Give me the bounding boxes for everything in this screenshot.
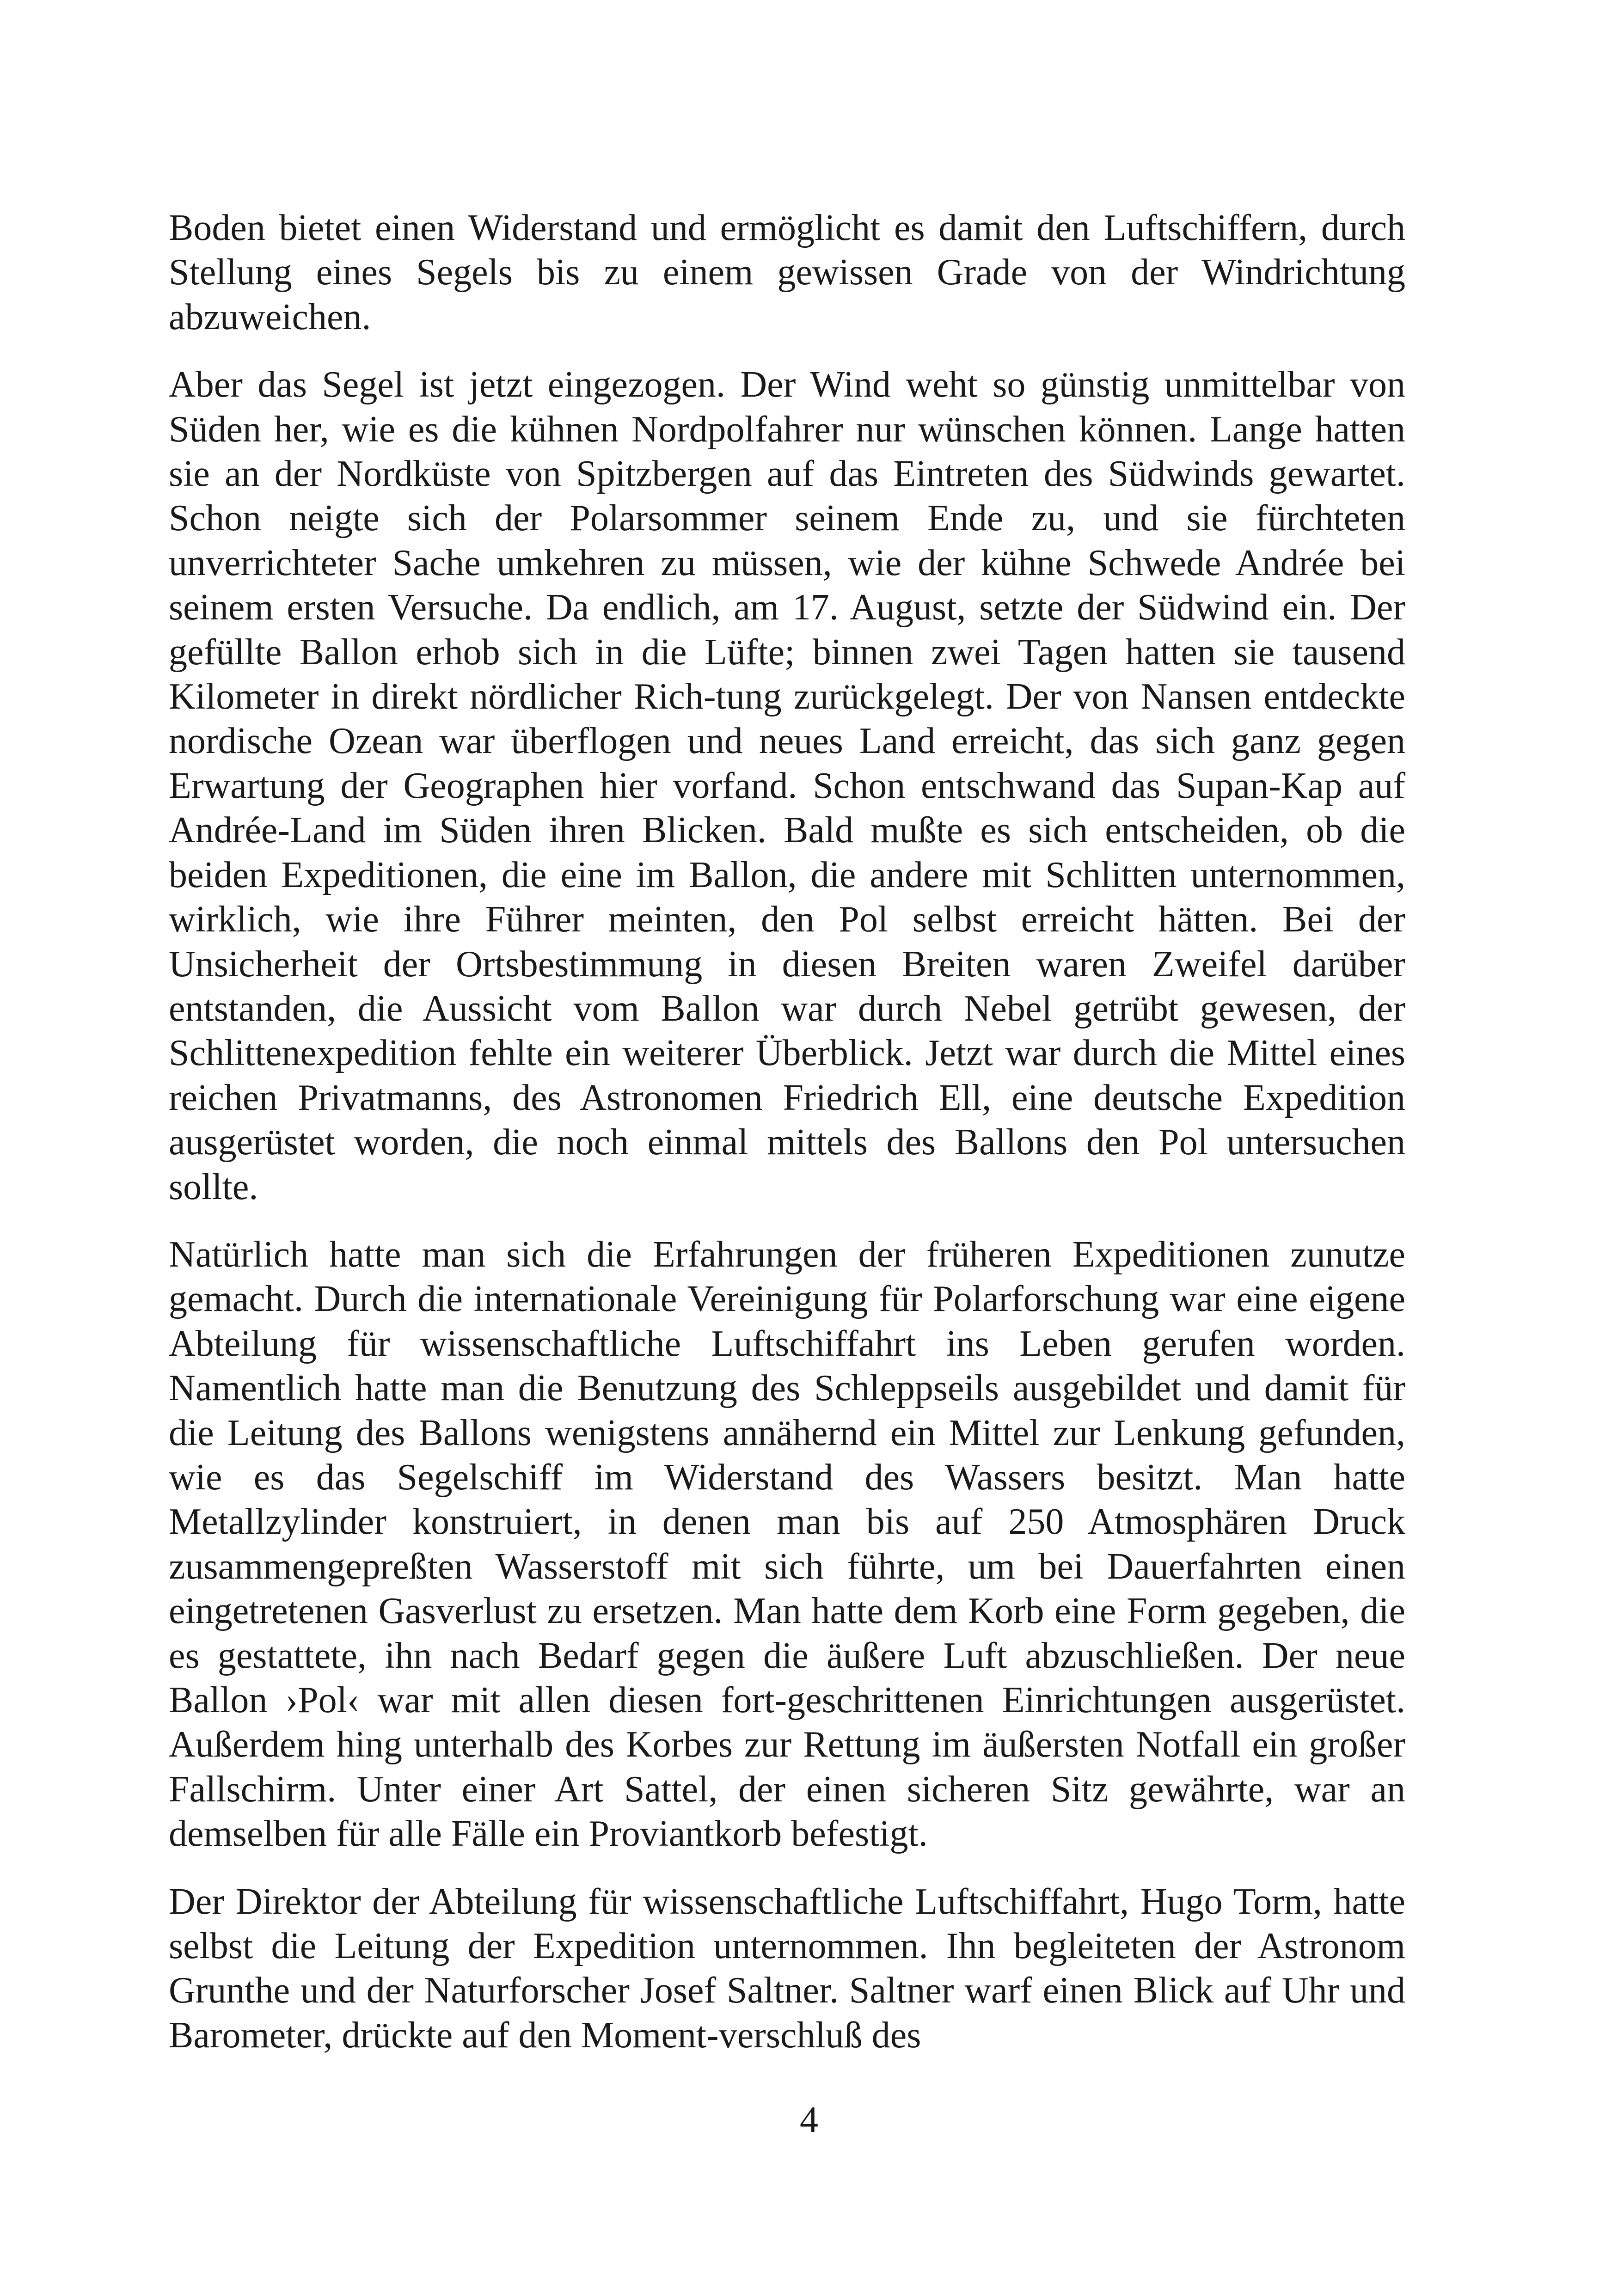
paragraph-1: Boden bietet einen Widerstand und ermöglicht es damit den Luftschiffern, durch Stellung eines Segels bis zu einem gewissen Grade von der Windrichtung abzuweichen.: [169, 208, 1405, 337]
page-number: 4: [800, 2100, 818, 2140]
paragraph-3: Natürlich hatte man sich die Erfahrungen der früheren Expeditionen zunutze gemacht. Durch die internationale Vereinigung für Polarforschung war eine eigene Abteilung für wissenschaftliche Luftschiffahrt ins Leben gerufen worden. Namentlich hatte man die Benutzung des Schleppseils ausgebildet und damit für die Leitung des Ballons wenigstens annähernd ein Mittel zur Lenkung gefunden, wie es das Segelschiff im Widerstand des Wassers besitzt. Man hatte Metallzylinder konstruiert, in denen man bis auf 250 Atmosphären Druck zusammengepreßten Wasserstoff mit sich führte, um bei Dauerfahrten einen eingetretenen Gasverlust zu ersetzen. Man hatte dem Korb eine Form gegeben, die es gestattete, ihn nach Bedarf gegen die äußere Luft abzuschließen. Der neue Ballon ›Pol‹ war mit allen diesen fort-geschrittenen Einrichtungen ausgerüstet. Außerdem hing unterhalb des Korbes zur Rettung im äußersten Notfall ein großer Fallschirm. Unter einer Art Sattel, der einen sicheren Sitz gewährte, war an demselben für alle Fälle ein Proviantkorb befestigt.: [169, 1234, 1405, 1855]
text-body: [169, 206, 1405, 2057]
paragraph-4: Der Direktor der Abteilung für wissenschaftliche Luftschiffahrt, Hugo Torm, hatte selbst die Leitung der Expedition unternommen. Ihn begleiteten der Astronom Grunthe und der Naturforscher Josef Saltner. Saltner warf einen Blick auf Uhr und Barometer, drückte auf den Moment-verschluß des: [169, 1881, 1405, 2056]
paragraph-2: Aber das Segel ist jetzt eingezogen. Der Wind weht so günstig unmittelbar von Süden her, wie es die kühnen Nordpolfahrer nur wünschen können. Lange hatten sie an der Nordküste von Spitzbergen auf das Eintreten des Südwinds gewartet. Schon neigte sich der Polarsommer seinem Ende zu, und sie fürchteten unverrichteter Sache umkehren zu müssen, wie der kühne Schwede Andrée bei seinem ersten Versuche. Da endlich, am 17. August, setzte der Südwind ein. Der gefüllte Ballon erhob sich in die Lüfte; binnen zwei Tagen hatten sie tausend Kilometer in direkt nördlicher Rich-tung zurückgelegt. Der von Nansen entdeckte nordische Ozean war überflogen und neues Land erreicht, das sich ganz gegen Erwartung der Geographen hier vorfand. Schon entschwand das Supan-Kap auf Andrée-Land im Süden ihren Blicken. Bald mußte es sich entscheiden, ob die beiden Expeditionen, die eine im Ballon, die andere mit Schlitten unternommen, wirklich, wie ihre Führer meinten, den Pol selbst erreicht hätten. Bei der Unsicherheit der Ortsbestimmung in diesen Breiten waren Zweifel darüber entstanden, die Aussicht vom Ballon war durch Nebel getrübt gewesen, der Schlittenexpedition fehlte ein weiterer Überblick. Jetzt war durch die Mittel eines reichen Privatmanns, des Astronomen Friedrich Ell, eine deutsche Expedition ausgerüstet worden, die noch einmal mittels des Ballons den Pol untersuchen sollte.: [169, 364, 1405, 1207]
